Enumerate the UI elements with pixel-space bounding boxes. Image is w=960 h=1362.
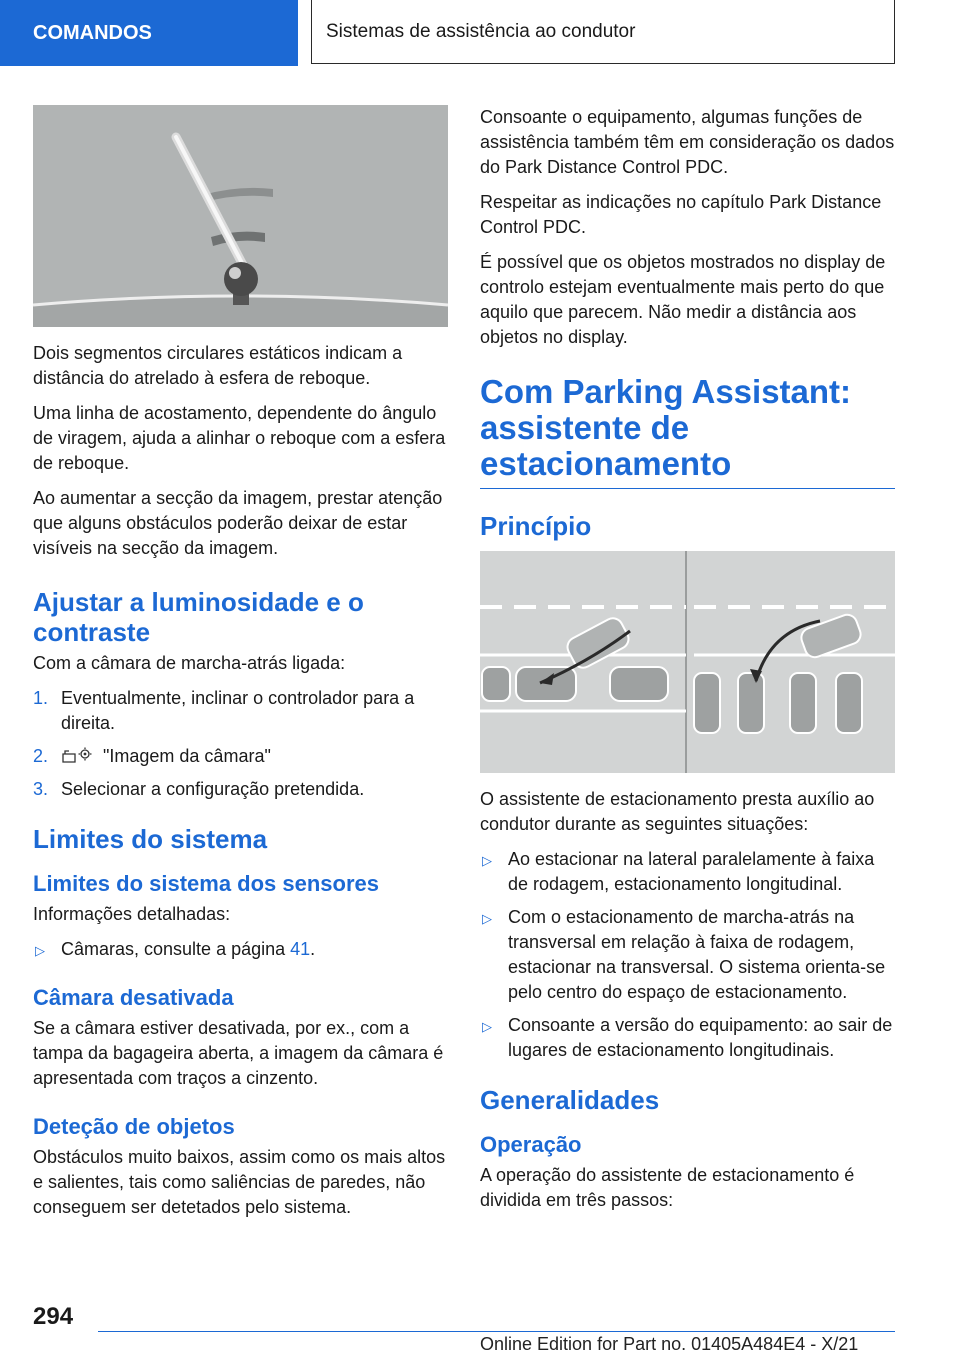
page-link[interactable]: 41 <box>290 939 311 959</box>
heading-object-detection: Deteção de objetos <box>33 1114 235 1139</box>
step-text: "Imagem da câmara" <box>103 746 271 766</box>
edition-text: Online Edition for Part no. 01405A484E4 - X/21 <box>480 1334 859 1354</box>
list-item <box>480 905 895 1005</box>
heading-principle: Princípio <box>480 511 592 541</box>
right-column <box>480 105 895 1223</box>
sensors-intro: Informações detalhadas: <box>33 904 231 924</box>
principle-text: O assistente de estacionamento presta auxílio ao condutor durante as seguintes situações: <box>480 789 875 834</box>
heading-operation: Operação <box>480 1132 582 1157</box>
heading-system-limits: Limites do sistema <box>33 824 268 854</box>
sensors-list <box>33 937 448 962</box>
brightness-intro: Com a câmara de marcha-atrás ligada: <box>33 653 346 673</box>
principle-list <box>480 847 895 1063</box>
step-1 <box>33 686 448 736</box>
step-number: 2. <box>33 746 49 766</box>
right-p2: Respeitar as indicações no capítulo Park Distance Control PDC. <box>480 192 882 237</box>
brightness-steps <box>33 686 448 802</box>
heading-brightness-contrast: Ajustar a luminosidade e o contraste <box>33 587 364 647</box>
detection-text: Obstáculos muito baixos, assim como os mais altos e salientes, tais como saliências de paredes, não conseguem ser detetados pelo sistema. <box>33 1147 446 1217</box>
left-column <box>33 105 448 1230</box>
step-3 <box>33 777 448 802</box>
operation-text: A operação do assistente de estacionamento é dividida em três passos: <box>480 1165 855 1210</box>
camera-settings-icon <box>61 746 93 766</box>
caption-p2: Uma linha de acostamento, dependente do ângulo de viragem, ajuda a alinhar o reboque com a esfera de reboque. <box>33 403 446 473</box>
step-2 <box>33 744 448 769</box>
camera-off-text: Se a câmara estiver desativada, por ex., com a tampa da bagageira aberta, a imagem da câmara é apresentada com traços a cinzento. <box>33 1018 444 1088</box>
bullet-text: Consoante a versão do equipamento: ao sair de lugares de estacionamento longitudinais. <box>508 1015 893 1060</box>
bullet-end: . <box>310 939 316 959</box>
right-p3: É possível que os objetos mostrados no display de controlo estejam eventualmente mais perto do que aquilo que parecem. Não medir a distância aos objetos no display. <box>480 252 886 347</box>
right-p1: Consoante o equipamento, algumas funções de assistência também têm em consideração os dados do Park Distance Control PDC. <box>480 107 895 177</box>
list-item <box>480 1013 895 1063</box>
heading-general: Generalidades <box>480 1085 660 1115</box>
list-item <box>480 847 895 897</box>
bullet-text: Câmaras, consulte a página <box>61 939 291 959</box>
bullet-text: Ao estacionar na lateral paralelamente à faixa de rodagem, estacionamento longitudinal. <box>508 849 875 894</box>
list-item <box>33 937 448 962</box>
heading-parking-assistant: Com Parking Assistant: assistente de estacionamento <box>480 374 895 489</box>
section-label: COMANDOS <box>33 21 152 44</box>
step-number: 1. <box>33 688 49 708</box>
caption-p3: Ao aumentar a secção da imagem, prestar atenção que alguns obstáculos poderão deixar de estar visíveis na secção da imagem. <box>33 488 443 558</box>
step-text: Eventualmente, inclinar o controlador para a direita. <box>61 688 415 733</box>
tow-ball-camera-figure <box>33 105 448 327</box>
chapter-label: Sistemas de assistência ao condutor <box>326 20 636 42</box>
triangle-right-icon: ▷ <box>482 853 492 868</box>
step-text: Selecionar a configuração pretendida. <box>61 779 365 799</box>
page-number: 294 <box>33 1303 74 1330</box>
chapter-tab <box>311 0 895 64</box>
footer-rule <box>98 1331 895 1332</box>
step-number: 3. <box>33 779 49 799</box>
triangle-right-icon: ▷ <box>482 1019 492 1034</box>
parking-assistant-figure <box>480 551 895 773</box>
bullet-text: Com o estacionamento de marcha-atrás na transversal em relação à faixa de rodagem, estacionar na transversal. O sistema orienta-se pelo centro do espaço de estacionamento. <box>508 907 886 1002</box>
caption-p1: Dois segmentos circulares estáticos indicam a distância do atrelado à esfera de reboque. <box>33 343 403 388</box>
section-tab <box>0 0 298 66</box>
heading-camera-off: Câmara desativada <box>33 985 234 1010</box>
triangle-right-icon: ▷ <box>482 911 492 926</box>
triangle-right-icon: ▷ <box>35 943 45 958</box>
heading-sensor-limits: Limites do sistema dos sensores <box>33 871 380 896</box>
